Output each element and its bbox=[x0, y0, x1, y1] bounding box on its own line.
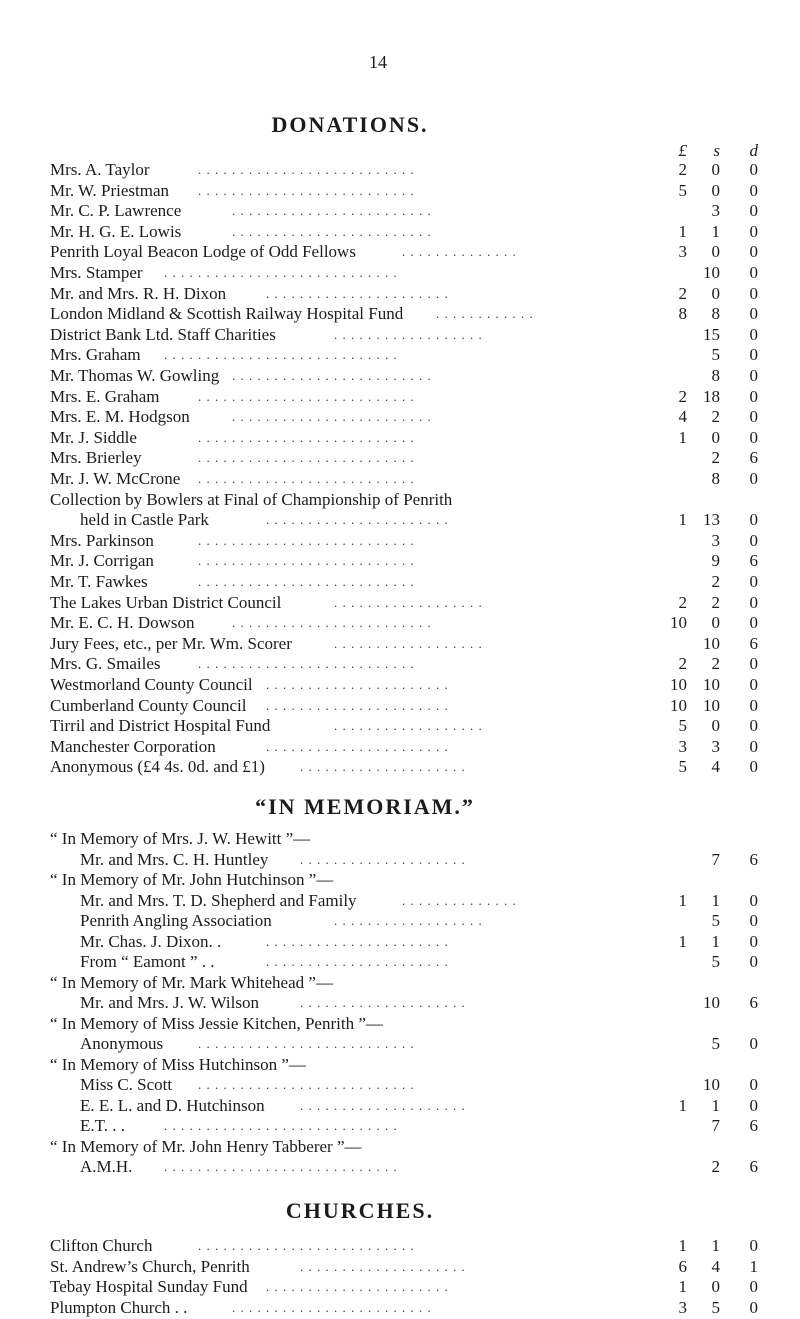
list-item bbox=[0, 365, 800, 387]
pence-value: 0 bbox=[749, 695, 758, 715]
leader-dots: . . . . . . . . . . . . . . . . . . . . . . . . . . bbox=[198, 532, 415, 548]
pounds-value: 1 bbox=[678, 221, 687, 241]
leader-dots: . . . . . . . . . . . . . . . . . . . . . . bbox=[266, 1279, 449, 1294]
list-item bbox=[0, 592, 800, 614]
leader-dots: . . . . . . . . . . . . . . . . . . . . bbox=[300, 1258, 466, 1274]
shillings-value: 1 bbox=[711, 931, 720, 951]
entry-name: Mr. and Mrs. R. H. Dixon bbox=[50, 283, 227, 303]
pounds-value: 2 bbox=[678, 283, 687, 303]
pounds-value: 1 bbox=[678, 510, 687, 530]
pence-value: 6 bbox=[749, 1157, 758, 1176]
leader-dots: . . . . . . . . . . . . . . bbox=[402, 892, 517, 908]
pence-value: 0 bbox=[749, 890, 758, 910]
shillings-value: 0 bbox=[711, 716, 720, 736]
list-item bbox=[0, 1013, 800, 1035]
list-item bbox=[0, 1276, 800, 1298]
pence-value: 0 bbox=[749, 407, 758, 427]
entry-name: Mr. J. W. McCrone bbox=[50, 469, 181, 488]
entry-name: From “ Eamont ” . . bbox=[80, 952, 215, 971]
list-item bbox=[0, 1115, 800, 1137]
list-item bbox=[0, 674, 800, 696]
shillings-value: 9 bbox=[711, 551, 720, 571]
pounds-value: 10 bbox=[670, 613, 687, 633]
pence-value: 0 bbox=[749, 613, 758, 633]
leader-dots: . . . . . . . . . . . . . . . . . . bbox=[334, 326, 483, 342]
churches-title: CHURCHES. bbox=[285, 1198, 435, 1223]
list-item bbox=[0, 530, 800, 552]
list-item bbox=[0, 221, 800, 243]
leader-dots: . . . . . . . . . . . . . . . . . . . . . . . . . . bbox=[198, 162, 415, 177]
leader-dots: . . . . . . . . . . . . . . . . . . . . . . . . . . . . bbox=[164, 1159, 398, 1174]
entry-name: “ In Memory of Mr. Mark Whitehead ”— bbox=[50, 972, 333, 992]
pounds-value: 1 bbox=[678, 931, 687, 951]
pence-value: 0 bbox=[749, 931, 758, 951]
shillings-value: 2 bbox=[711, 1157, 720, 1176]
pounds-value: 2 bbox=[678, 386, 687, 406]
entry-name: “ In Memory of Mrs. J. W. Hewitt ”— bbox=[50, 829, 311, 848]
list-item bbox=[0, 509, 800, 531]
pounds-value: 3 bbox=[678, 1297, 687, 1317]
shillings-value: 5 bbox=[711, 911, 720, 930]
shillings-value: 5 bbox=[711, 345, 720, 365]
leader-dots: . . . . . . . . . . . . . . . . . . . . . . . . . . . . bbox=[164, 265, 398, 280]
shillings-value: 2 bbox=[711, 572, 720, 591]
entry-name: Mr. J. Siddle bbox=[50, 427, 137, 447]
list-item bbox=[0, 489, 800, 511]
entry-name: Mr. and Mrs. T. D. Shepherd and Family bbox=[80, 890, 357, 910]
leader-dots: . . . . . . . . . . . . . . . . . . . . . . . . . . . . bbox=[164, 1118, 398, 1133]
pounds-value: 10 bbox=[670, 695, 687, 715]
pence-value: 0 bbox=[749, 201, 758, 221]
leader-dots: . . . . . . . . . . . . . . . . . . . . . . . . bbox=[232, 409, 432, 425]
pence-header: d bbox=[749, 141, 758, 160]
entry-name: Mr. J. Corrigan bbox=[50, 551, 154, 571]
pence-value: 0 bbox=[749, 1277, 758, 1296]
leader-dots: . . . . . . . . . . . . . . . . . . . . bbox=[300, 851, 466, 867]
entry-name: Mrs. E. Graham bbox=[50, 386, 160, 406]
entry-name: Mr. and Mrs. J. W. Wilson bbox=[80, 993, 259, 1012]
entry-name: Mr. T. Fawkes bbox=[50, 572, 148, 591]
list-item bbox=[0, 344, 800, 366]
list-item bbox=[0, 468, 800, 490]
list-item bbox=[0, 849, 800, 871]
entry-name: Mrs. Graham bbox=[50, 345, 141, 365]
leader-dots: . . . . . . . . . . . . . . . . . . . . . . bbox=[266, 697, 449, 713]
shillings-value: 5 bbox=[711, 1297, 720, 1317]
leader-dots: . . . . . . . . . . . . . . . . . . . . . . . . . . bbox=[198, 388, 415, 404]
list-item bbox=[0, 386, 800, 408]
entry-name: Anonymous (£4 4s. 0d. and £1) bbox=[50, 757, 265, 777]
entry-name: Mr. E. C. H. Dowson bbox=[50, 613, 195, 633]
pounds-value: 2 bbox=[678, 160, 687, 179]
entry-name: Collection by Bowlers at Final of Championship of Penrith bbox=[50, 489, 453, 509]
entry-name: St. Andrew’s Church, Penrith bbox=[50, 1256, 250, 1276]
list-item bbox=[0, 1136, 800, 1158]
pence-value: 0 bbox=[749, 242, 758, 262]
shillings-value: 4 bbox=[711, 1256, 720, 1276]
shillings-value: 8 bbox=[711, 304, 720, 324]
leader-dots: . . . . . . . . . . . . . . . . . . . . . . bbox=[266, 512, 449, 528]
list-item bbox=[0, 890, 800, 912]
entry-name: Mr. W. Priestman bbox=[50, 180, 170, 200]
pence-value: 0 bbox=[749, 654, 758, 674]
list-item bbox=[0, 931, 800, 953]
pounds-value: 1 bbox=[678, 1095, 687, 1115]
entry-name: A.M.H. bbox=[80, 1157, 133, 1176]
shillings-value: 2 bbox=[711, 592, 720, 612]
shillings-value: 0 bbox=[711, 427, 720, 447]
pounds-value: 3 bbox=[678, 242, 687, 262]
pence-value: 0 bbox=[749, 427, 758, 447]
list-item bbox=[0, 427, 800, 449]
pence-value: 0 bbox=[749, 345, 758, 365]
pence-value: 0 bbox=[749, 736, 758, 756]
entry-name: “ In Memory of Miss Jessie Kitchen, Penrith ”— bbox=[50, 1013, 383, 1033]
leader-dots: . . . . . . . . . . . . . . . . . . . . . . . . bbox=[232, 1299, 432, 1315]
pence-value: 0 bbox=[749, 180, 758, 200]
pounds-value: 1 bbox=[678, 1277, 687, 1296]
entry-name: Plumpton Church . . bbox=[50, 1297, 188, 1317]
pence-value: 0 bbox=[749, 304, 758, 324]
pence-value: 0 bbox=[749, 1236, 758, 1255]
entry-name: Manchester Corporation bbox=[50, 736, 216, 756]
leader-dots: . . . . . . . . . . . . . . . . . . . . . . . . . . bbox=[198, 1238, 415, 1253]
shillings-value: 10 bbox=[703, 675, 720, 694]
shillings-value: 0 bbox=[711, 283, 720, 303]
entry-name: Westmorland County Council bbox=[50, 675, 253, 694]
shillings-value: 2 bbox=[711, 407, 720, 427]
shillings-value: 10 bbox=[703, 695, 720, 715]
shillings-value: 10 bbox=[703, 263, 720, 282]
leader-dots: . . . . . . . . . . . . . . . . . . . . . . . . bbox=[232, 368, 432, 383]
entry-name: London Midland & Scottish Railway Hospital Fund bbox=[50, 304, 404, 324]
entry-name: Clifton Church bbox=[50, 1236, 153, 1255]
pence-value: 0 bbox=[749, 572, 758, 591]
pence-value: 0 bbox=[749, 469, 758, 488]
entry-name: held in Castle Park bbox=[80, 510, 209, 530]
list-item bbox=[0, 828, 800, 850]
leader-dots: . . . . . . . . . . . . . . . . . . . . bbox=[300, 1097, 466, 1113]
entry-name: Jury Fees, etc., per Mr. Wm. Scorer bbox=[50, 633, 292, 653]
shillings-value: 0 bbox=[711, 180, 720, 200]
entry-name: Mrs. G. Smailes bbox=[50, 654, 161, 674]
leader-dots: . . . . . . . . . . . . . . . . . . bbox=[334, 913, 483, 928]
shillings-value: 2 bbox=[711, 654, 720, 674]
shillings-value: 13 bbox=[703, 510, 720, 530]
list-item bbox=[0, 633, 800, 655]
list-item bbox=[0, 180, 800, 202]
list-item bbox=[0, 756, 800, 778]
leader-dots: . . . . . . . . . . . . . . . . . . . . . . . . bbox=[232, 223, 432, 239]
list-item bbox=[0, 1235, 800, 1257]
pence-value: 0 bbox=[749, 592, 758, 612]
list-item bbox=[0, 241, 800, 263]
list-item bbox=[0, 653, 800, 675]
entry-name: Mrs. A. Taylor bbox=[50, 160, 150, 179]
list-item bbox=[0, 406, 800, 428]
shillings-value: 0 bbox=[711, 613, 720, 633]
list-item bbox=[0, 1095, 800, 1117]
entry-name: Cumberland County Council bbox=[50, 695, 247, 715]
pence-value: 0 bbox=[749, 160, 758, 179]
list-item bbox=[0, 1297, 800, 1319]
shillings-value: 5 bbox=[711, 952, 720, 971]
shillings-value: 10 bbox=[703, 993, 720, 1012]
list-item bbox=[0, 612, 800, 634]
leader-dots: . . . . . . . . . . . . . . . . . . . . . . bbox=[266, 933, 449, 949]
list-item bbox=[0, 1074, 800, 1096]
list-item bbox=[0, 200, 800, 222]
pence-value: 0 bbox=[749, 675, 758, 694]
pence-value: 0 bbox=[749, 1034, 758, 1053]
shillings-value: 18 bbox=[703, 386, 720, 406]
entry-name: Mrs. Brierley bbox=[50, 448, 142, 468]
leader-dots: . . . . . . . . . . . . . . bbox=[402, 244, 517, 260]
shillings-value: 3 bbox=[711, 530, 720, 550]
entry-name: Mr. Thomas W. Gowling bbox=[50, 366, 220, 385]
list-item bbox=[0, 262, 800, 284]
list-item bbox=[0, 715, 800, 737]
leader-dots: . . . . . . . . . . . . . . . . . . bbox=[334, 718, 483, 734]
leader-dots: . . . . . . . . . . . . . . . . . . . . . . . . . . bbox=[198, 1036, 415, 1051]
shillings-value: 1 bbox=[711, 1236, 720, 1255]
entry-name: Tirril and District Hospital Fund bbox=[50, 716, 271, 736]
shillings-value: 5 bbox=[711, 1034, 720, 1053]
pence-value: 6 bbox=[749, 448, 758, 468]
pence-value: 0 bbox=[749, 530, 758, 550]
list-item bbox=[0, 1156, 800, 1178]
pence-value: 0 bbox=[749, 952, 758, 971]
pence-value: 1 bbox=[749, 1256, 758, 1276]
entry-name: Penrith Angling Association bbox=[80, 911, 272, 930]
donations-title: DONATIONS. bbox=[271, 112, 429, 137]
list-item bbox=[0, 1256, 800, 1278]
pounds-value: 5 bbox=[678, 757, 687, 777]
entry-name: E.T. . . bbox=[80, 1116, 126, 1135]
pence-value: 0 bbox=[749, 716, 758, 736]
list-item bbox=[0, 159, 800, 181]
pounds-value: 2 bbox=[678, 654, 687, 674]
pounds-value: 1 bbox=[678, 890, 687, 910]
pence-value: 0 bbox=[749, 911, 758, 930]
list-item bbox=[0, 283, 800, 305]
shillings-value: 3 bbox=[711, 736, 720, 756]
list-item bbox=[0, 951, 800, 973]
pence-value: 6 bbox=[749, 633, 758, 653]
pounds-value: 5 bbox=[678, 716, 687, 736]
pounds-value: 10 bbox=[670, 675, 687, 694]
leader-dots: . . . . . . . . . . . . . . . . . . . . . . . . bbox=[232, 203, 432, 219]
list-item bbox=[0, 447, 800, 469]
leader-dots: . . . . . . . . . . . . . . . . . . . . . . bbox=[266, 677, 449, 692]
list-item bbox=[0, 736, 800, 758]
leader-dots: . . . . . . . . . . . . . . . . . . . . . . bbox=[266, 954, 449, 969]
pence-value: 6 bbox=[749, 849, 758, 869]
list-item bbox=[0, 324, 800, 346]
pence-value: 0 bbox=[749, 283, 758, 303]
pence-value: 6 bbox=[749, 1116, 758, 1135]
list-item bbox=[0, 571, 800, 593]
leader-dots: . . . . . . . . . . . . . . . . . . . . . . . . bbox=[232, 615, 432, 631]
entry-name: The Lakes Urban District Council bbox=[50, 592, 282, 612]
leader-dots: . . . . . . . . . . . . . . . . . . . . . . . . . . bbox=[198, 553, 415, 569]
pence-value: 0 bbox=[749, 1075, 758, 1094]
pence-value: 0 bbox=[749, 386, 758, 406]
list-item bbox=[0, 1054, 800, 1076]
leader-dots: . . . . . . . . . . . . . . . . . . . . . . . . . . bbox=[198, 1077, 415, 1092]
shillings-value: 4 bbox=[711, 757, 720, 777]
pence-value: 0 bbox=[749, 1095, 758, 1115]
list-item bbox=[0, 992, 800, 1014]
leader-dots: . . . . . . . . . . . . . . . . . . . . bbox=[300, 759, 466, 775]
pence-value: 6 bbox=[749, 993, 758, 1012]
pounds-value: 1 bbox=[678, 1236, 687, 1255]
leader-dots: . . . . . . . . . . . . . . . . . . . . . . bbox=[266, 285, 449, 301]
entry-name: Mrs. Parkinson bbox=[50, 530, 154, 550]
pence-value: 0 bbox=[749, 324, 758, 344]
list-item bbox=[0, 550, 800, 572]
entry-name: “ In Memory of Mr. John Henry Tabberer ”— bbox=[50, 1136, 362, 1156]
leader-dots: . . . . . . . . . . . . . . . . . . . . . . . . . . bbox=[198, 471, 415, 486]
leader-dots: . . . . . . . . . . . . . . . . . . . . . . . . . . bbox=[198, 182, 415, 198]
list-item bbox=[0, 303, 800, 325]
memoriam-title: “IN MEMORIAM.” bbox=[255, 794, 475, 819]
entry-name: District Bank Ltd. Staff Charities bbox=[50, 324, 276, 344]
pence-value: 0 bbox=[749, 263, 758, 282]
shillings-value: 0 bbox=[711, 160, 720, 179]
pounds-value: 6 bbox=[678, 1256, 687, 1276]
list-item bbox=[0, 695, 800, 717]
leader-dots: . . . . . . . . . . . . . . . . . . . . . . . . . . . . bbox=[164, 347, 398, 363]
entry-name: Miss C. Scott bbox=[80, 1075, 173, 1094]
shillings-value: 3 bbox=[711, 201, 720, 221]
pence-value: 0 bbox=[749, 221, 758, 241]
entry-name: “ In Memory of Mr. John Hutchinson ”— bbox=[50, 870, 334, 889]
entry-name: E. E. L. and D. Hutchinson bbox=[80, 1095, 265, 1115]
pounds-value: 5 bbox=[678, 180, 687, 200]
entry-name: Mrs. E. M. Hodgson bbox=[50, 407, 190, 427]
entry-name: Mr. Chas. J. Dixon. . bbox=[80, 931, 222, 951]
leader-dots: . . . . . . . . . . . . . . . . . . bbox=[334, 594, 483, 610]
shillings-value: 1 bbox=[711, 1095, 720, 1115]
pence-value: 6 bbox=[749, 551, 758, 571]
leader-dots: . . . . . . . . . . . . . . . . . . . . . . . . . . bbox=[198, 450, 415, 466]
shillings-value: 1 bbox=[711, 221, 720, 241]
leader-dots: . . . . . . . . . . . . . . . . . . bbox=[334, 635, 483, 651]
entry-name: Mr. H. G. E. Lowis bbox=[50, 221, 182, 241]
entry-name: Penrith Loyal Beacon Lodge of Odd Fellows bbox=[50, 242, 356, 262]
entry-name: Anonymous bbox=[80, 1034, 164, 1053]
pence-value: 0 bbox=[749, 1297, 758, 1317]
shillings-value: 7 bbox=[711, 1116, 720, 1135]
shillings-header: s bbox=[713, 141, 720, 160]
entry-name: “ In Memory of Miss Hutchinson ”— bbox=[50, 1054, 306, 1074]
leader-dots: . . . . . . . . . . . . . . . . . . . . . . . . . . bbox=[198, 429, 415, 445]
shillings-value: 1 bbox=[711, 890, 720, 910]
list-item bbox=[0, 910, 800, 932]
page-number: 14 bbox=[369, 52, 387, 72]
shillings-value: 10 bbox=[703, 633, 720, 653]
pounds-value: 4 bbox=[678, 407, 687, 427]
pounds-header: £ bbox=[678, 141, 687, 160]
leader-dots: . . . . . . . . . . . . . . . . . . . . . . . . . . bbox=[198, 656, 415, 672]
shillings-value: 10 bbox=[703, 1075, 720, 1094]
entry-name: Mr. C. P. Lawrence bbox=[50, 201, 182, 221]
leader-dots: . . . . . . . . . . . . . . . . . . . . bbox=[300, 995, 466, 1010]
pence-value: 0 bbox=[749, 510, 758, 530]
list-item bbox=[0, 1033, 800, 1055]
shillings-value: 0 bbox=[711, 1277, 720, 1296]
entry-name: Mrs. Stamper bbox=[50, 263, 143, 282]
leader-dots: . . . . . . . . . . . . . . . . . . . . . . . . . . bbox=[198, 574, 415, 589]
shillings-value: 2 bbox=[711, 448, 720, 468]
list-item bbox=[0, 972, 800, 994]
entry-name: Mr. and Mrs. C. H. Huntley bbox=[80, 849, 269, 869]
pence-value: 0 bbox=[749, 366, 758, 385]
shillings-value: 0 bbox=[711, 242, 720, 262]
entry-name: Tebay Hospital Sunday Fund bbox=[50, 1277, 248, 1296]
shillings-value: 8 bbox=[711, 469, 720, 488]
leader-dots: . . . . . . . . . . . . bbox=[436, 306, 534, 322]
pounds-value: 2 bbox=[678, 592, 687, 612]
shillings-value: 8 bbox=[711, 366, 720, 385]
shillings-value: 7 bbox=[711, 849, 720, 869]
shillings-value: 15 bbox=[703, 324, 720, 344]
pence-value: 0 bbox=[749, 757, 758, 777]
list-item bbox=[0, 869, 800, 891]
pounds-value: 3 bbox=[678, 736, 687, 756]
leader-dots: . . . . . . . . . . . . . . . . . . . . . . bbox=[266, 738, 449, 754]
pounds-value: 1 bbox=[678, 427, 687, 447]
pounds-value: 8 bbox=[678, 304, 687, 324]
